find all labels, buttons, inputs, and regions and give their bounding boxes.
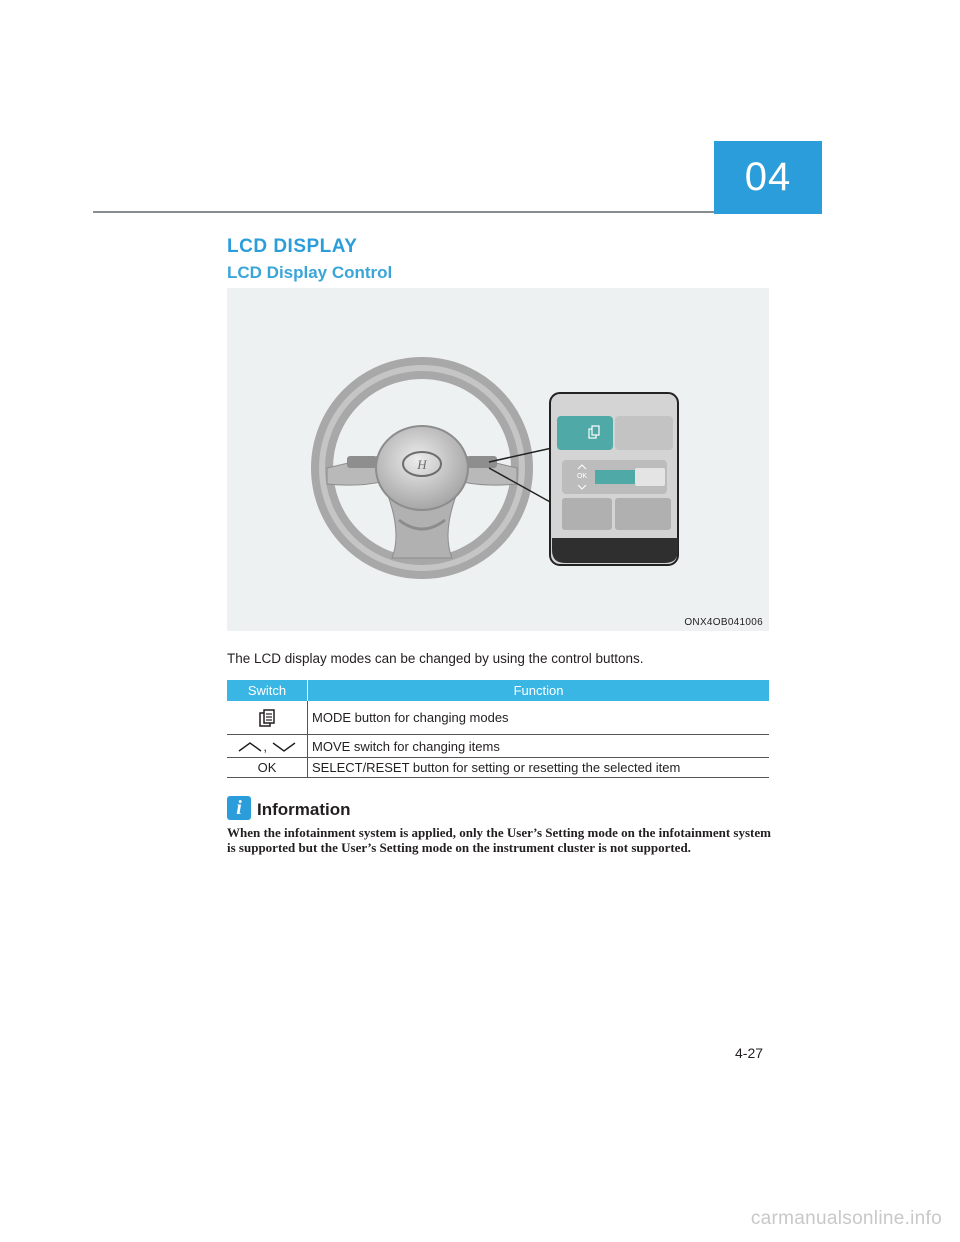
mode-icon — [259, 709, 275, 727]
steering-wheel-figure — [227, 288, 769, 631]
switch-function-table — [227, 680, 769, 778]
page-number: 4-27 — [735, 1045, 764, 1061]
subsection-title: LCD Display Control — [227, 263, 393, 282]
mode-button-closeup — [557, 416, 613, 450]
table-row — [227, 735, 769, 758]
chevron-up-icon — [237, 741, 263, 753]
function-cell: SELECT/RESET button for setting or resetting the selected item — [308, 758, 770, 778]
switch-cell — [227, 701, 308, 735]
header-rule — [93, 211, 714, 213]
column-header-switch: Switch — [227, 680, 308, 701]
svg-text:OK: OK — [576, 473, 588, 480]
info-title: Information — [257, 800, 351, 819]
intro-text: The LCD display modes can be changed by using the control buttons. — [227, 651, 644, 666]
steering-wheel-illustration — [227, 288, 769, 631]
button-closeup — [550, 393, 678, 565]
function-cell: MOVE switch for changing items — [308, 735, 770, 758]
switch-cell — [227, 735, 308, 758]
chapter-tab: 04 — [714, 141, 822, 214]
switch-separator: , — [263, 738, 267, 754]
move-switch-closeup — [595, 470, 635, 484]
figure-code: ONX4OB041006 — [684, 617, 763, 628]
chevron-down-icon — [271, 741, 297, 753]
function-cell: MODE button for changing modes — [308, 701, 770, 735]
info-icon: i — [227, 796, 251, 820]
svg-text:H: H — [417, 457, 427, 472]
table-header-row — [227, 680, 769, 701]
column-header-function: Function — [308, 680, 770, 701]
info-body: When the infotainment system is applied, only the User’s Setting mode on the infotainment system is supported but the User’s Setting mode on the instrument cluster is not supported. — [227, 825, 771, 855]
table-row — [227, 758, 769, 778]
watermark-link[interactable]: carmanualsonline.info — [750, 1208, 942, 1229]
table-row — [227, 701, 769, 735]
switch-cell: OK — [227, 758, 308, 778]
section-title: LCD DISPLAY — [227, 236, 358, 257]
